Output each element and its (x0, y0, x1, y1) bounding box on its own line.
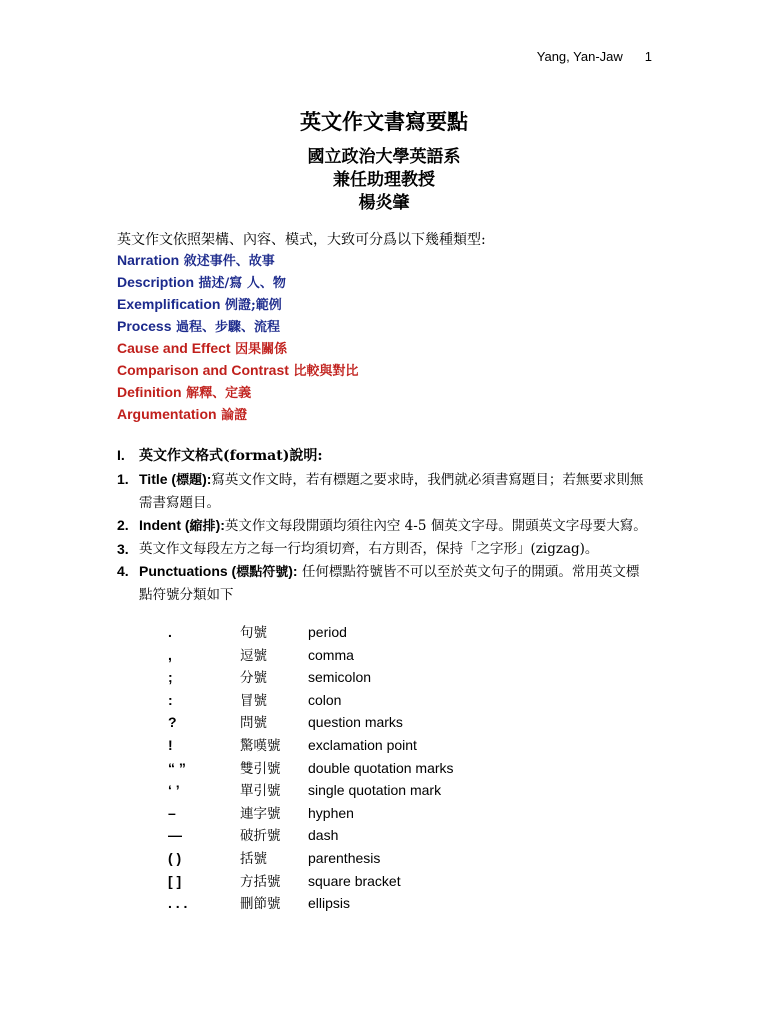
item-label-end: ): (202, 471, 212, 487)
author-name: Yang, Yan-Jaw (536, 49, 623, 64)
item-number: 4. (117, 563, 129, 579)
punctuation-row (160, 666, 454, 689)
essay-type-zh: 描述/寫 人、物 (194, 276, 286, 291)
punctuation-name-en: period (308, 624, 347, 640)
section-number: I. (117, 447, 125, 463)
punctuation-symbol: ; (168, 669, 173, 686)
punctuation-name-en: dash (308, 827, 339, 844)
punctuation-name-en: comma (308, 646, 354, 663)
position: 兼任助理教授 (333, 170, 435, 190)
item-body: 英文作文每段左方之每一行均須切齊，右方則否，保持「之字形」(zigzag)。 (139, 541, 599, 557)
punctuation-name-zh: 冒號 (240, 692, 267, 709)
essay-type-item (117, 271, 358, 293)
item-label-end: ): (288, 563, 298, 579)
punctuation-name-zh: 刪節號 (240, 896, 281, 913)
punctuation-symbol: [ ] (168, 872, 182, 889)
item-body: 任何標點符號皆不可以至於英文句子的開頭。常用英文標點符號分類如下 (139, 564, 640, 603)
punctuation-name-en: ellipsis (308, 895, 351, 912)
essay-type-en: Process (117, 318, 172, 334)
punctuation-symbol: . (168, 624, 172, 640)
section-title: 英文作文格式(format)說明: (139, 448, 323, 464)
essay-type-en: Exemplification (117, 296, 221, 312)
punctuation-name-zh: 逗號 (240, 647, 267, 664)
essay-type-en: Definition (117, 384, 182, 400)
punctuation-name-en: square bracket (308, 872, 401, 889)
essay-type-en: Comparison and Contrast (117, 362, 289, 378)
punctuation-row (160, 802, 454, 825)
item-number: 2. (117, 517, 129, 533)
punctuation-symbol: : (168, 691, 173, 708)
essay-type-en: Narration (117, 252, 180, 268)
punctuation-name-en: colon (308, 691, 342, 708)
format-items-list (117, 468, 652, 606)
punctuation-row (160, 779, 454, 802)
item-number: 3. (117, 541, 129, 557)
format-item (117, 538, 652, 560)
format-item (117, 514, 652, 538)
punctuation-symbol: ( ) (168, 849, 182, 866)
punctuation-name-zh: 句號 (240, 625, 267, 641)
punctuation-name-en: semicolon (308, 669, 372, 686)
punctuation-name-zh: 問號 (240, 715, 267, 732)
punctuation-name-en: single quotation mark (308, 782, 442, 799)
essay-type-en: Description (117, 274, 195, 290)
essay-type-zh: 因果關係 (230, 342, 288, 357)
punctuation-name-zh: 單引號 (240, 783, 281, 800)
item-label-zh: 標題 (176, 473, 203, 488)
item-label-zh: 縮排 (189, 519, 216, 534)
essay-type-en: Cause and Effect (117, 340, 231, 356)
punctuation-name-zh: 驚嘆號 (240, 737, 281, 754)
affiliation: 國立政治大學英語系 (307, 147, 461, 167)
punctuation-name-zh: 破折號 (240, 828, 281, 845)
essay-type-zh: 例證;範例 (220, 298, 282, 313)
punctuation-row (160, 757, 454, 780)
punctuation-symbol: . . . (168, 895, 188, 912)
punctuation-row (160, 711, 454, 734)
punctuation-row (160, 870, 454, 893)
punctuation-row (160, 824, 454, 847)
essay-type-zh: 比較與對比 (288, 364, 359, 379)
item-label-zh: 標點符號 (236, 565, 289, 580)
item-body: 英文作文每段開頭均須往內空 4-5 個英文字母。開頭英文字母要大寫。 (224, 518, 647, 534)
punctuation-row (160, 689, 454, 712)
document-title: 英文作文書寫要點 (300, 109, 468, 134)
punctuation-name-en: exclamation point (308, 736, 417, 753)
essay-type-item (117, 403, 358, 425)
author: 楊炎肇 (358, 193, 410, 213)
section-heading (117, 445, 323, 465)
punctuation-name-zh: 分號 (240, 670, 267, 687)
format-item (117, 560, 652, 606)
item-body: 寫英文作文時，若有標題之要求時，我們就必須書寫題目；若無要求則無需書寫題目。 (139, 472, 644, 511)
punctuation-name-en: parenthesis (308, 849, 381, 866)
essay-type-zh: 論證 (216, 408, 248, 423)
punctuation-symbol: “ ” (168, 759, 186, 776)
item-label-en: Indent ( (139, 517, 190, 533)
punctuation-row (160, 892, 454, 915)
punctuation-symbol: – (168, 804, 176, 821)
punctuation-row (160, 621, 454, 644)
punctuation-symbol: ! (168, 736, 173, 753)
punctuation-symbol: — (168, 827, 182, 844)
essay-type-item (117, 381, 358, 403)
format-item (117, 468, 652, 514)
intro-text: 英文作文依照架構、內容、模式，大致可分爲以下幾種類型: (117, 232, 486, 248)
essay-type-item (117, 249, 358, 271)
punctuation-row (160, 847, 454, 870)
essay-types-list (117, 249, 358, 425)
page-header (537, 49, 652, 64)
punctuation-symbol: , (168, 646, 172, 663)
essay-type-item (117, 359, 358, 381)
item-label-en: Title ( (139, 471, 177, 487)
item-label-en: Punctuations ( (139, 563, 237, 579)
item-number: 1. (117, 471, 129, 487)
punctuation-row (160, 644, 454, 667)
page-number: 1 (644, 49, 652, 64)
essay-type-zh: 解釋、定義 (181, 386, 252, 401)
essay-type-item (117, 315, 358, 337)
essay-type-en: Argumentation (117, 406, 217, 422)
punctuation-name-zh: 雙引號 (240, 760, 281, 777)
punctuation-name-en: double quotation marks (308, 759, 454, 776)
essay-type-item (117, 337, 358, 359)
essay-type-zh: 敘述事件、故事 (179, 254, 275, 269)
punctuation-name-en: hyphen (308, 804, 354, 821)
essay-type-item (117, 293, 358, 315)
punctuation-row (160, 734, 454, 757)
punctuation-symbol: ? (168, 714, 177, 731)
punctuation-name-en: question marks (308, 714, 403, 731)
punctuation-name-zh: 連字號 (240, 805, 281, 822)
punctuation-symbol: ‘ ’ (168, 782, 180, 799)
punctuation-table (160, 621, 454, 915)
essay-type-zh: 過程、步驟、流程 (171, 320, 281, 335)
item-label-end: ): (215, 517, 225, 533)
punctuation-name-zh: 括號 (240, 850, 267, 867)
punctuation-name-zh: 方括號 (240, 873, 281, 890)
